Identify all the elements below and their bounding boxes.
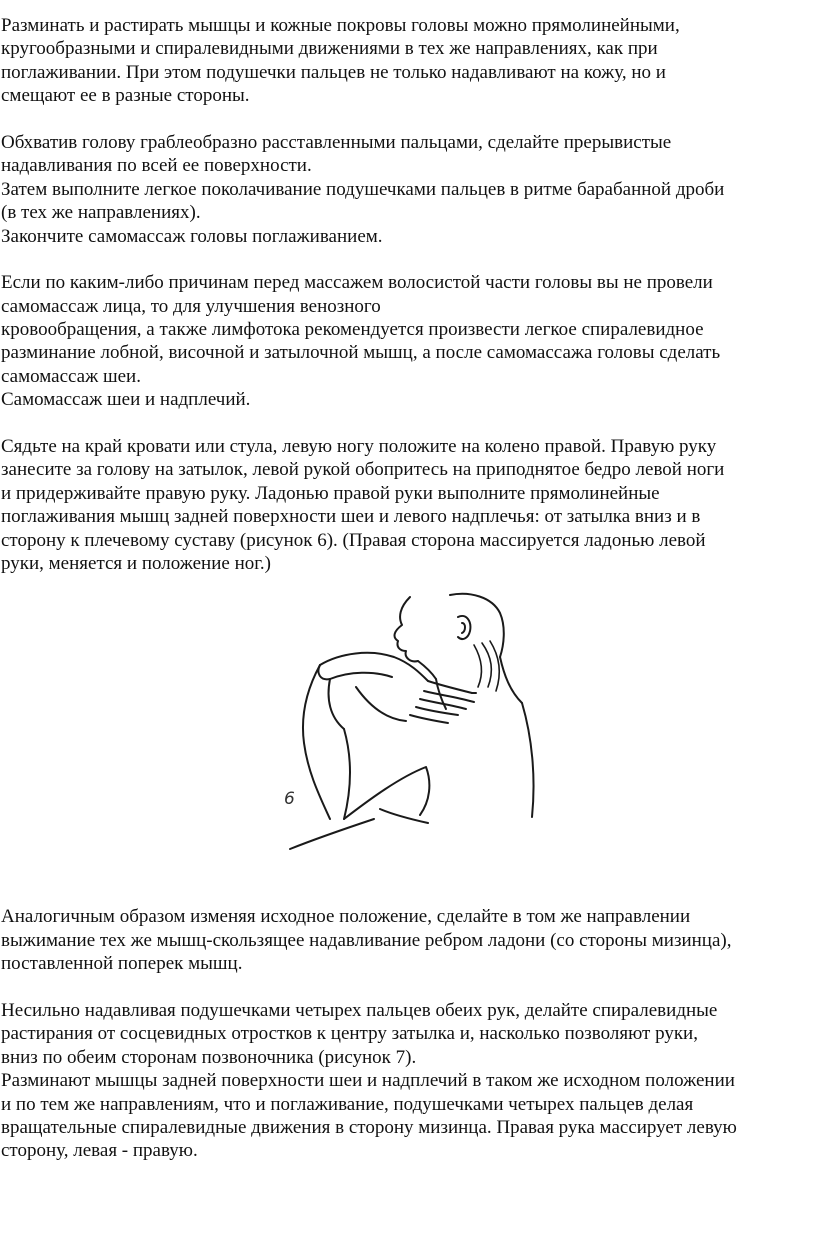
- paragraph-rubbing: [0, 999, 816, 1163]
- paragraph-squeezing: [0, 905, 816, 975]
- text-line: Разминают мышцы задней поверхности шеи и надплечий в таком же исходном положении: [1, 1070, 735, 1092]
- text-line: Если по каким-либо причинам перед массажем волосистой части головы вы не провели: [1, 272, 713, 294]
- text-line: и по тем же направлениям, что и поглаживание, подушечками четырех пальцев делая: [1, 1093, 694, 1115]
- text-line: самомассаж лица, то для улучшения венозного: [1, 295, 381, 317]
- text-line: Сядьте на край кровати или стула, левую ногу положите на колено правой. Правую руку: [1, 436, 717, 458]
- text-line: смещают ее в разные стороны.: [1, 85, 250, 107]
- text-line: сторону к плечевому суставу (рисунок 6). (Правая сторона массируется ладонью левой: [1, 529, 706, 551]
- text-line: разминание лобной, височной и затылочной мышц, а после самомассажа головы сделать: [1, 342, 721, 364]
- text-line: выжимание тех же мышц-скользящее надавливание ребром ладони (со стороны мизинца),: [1, 929, 732, 951]
- text-line: Обхватив голову граблеобразно расставленными пальцами, сделайте прерывистые: [1, 131, 672, 153]
- text-line: поглаживании. При этом подушечки пальцев не только надавливают на кожу, но и: [1, 61, 666, 83]
- text-line: Разминать и растирать мышцы и кожные покровы головы можно прямолинейными,: [1, 15, 680, 36]
- text-line: Затем выполните легкое поколачивание подушечками пальцев в ритме барабанной дроби: [1, 178, 725, 200]
- figure-6-illustration: [0, 575, 816, 905]
- text-line: вращательные спиралевидные движения в сторону мизинца. Правая рука массирует левую: [1, 1116, 737, 1138]
- section-heading: Самомассаж шеи и надплечий.: [1, 389, 251, 411]
- text-line: Закончите самомассаж головы поглаживанием.: [1, 225, 383, 247]
- paragraph-pressing: [0, 131, 816, 248]
- text-line: кровообращения, а также лимфотока рекомендуется произвести легкое спиралевидное: [1, 319, 704, 341]
- text-line: поставленной поперек мышц.: [1, 953, 243, 975]
- text-line: поглаживания мышц задней поверхности шеи и левого надплечья: от затылка вниз и в: [1, 506, 701, 528]
- text-line: Аналогичным образом изменяя исходное положение, сделайте в том же направлении: [1, 906, 691, 928]
- paragraph-kneading: [0, 14, 816, 108]
- text-line: руки, меняется и положение ног.): [1, 552, 271, 574]
- text-line: (в тех же направлениях).: [1, 202, 201, 224]
- figure-number-label: 6: [284, 789, 295, 810]
- text-line: и придерживайте правую руку. Ладонью правой руки выполните прямолинейные: [1, 482, 660, 504]
- paragraph-neck-stroking: [0, 435, 816, 575]
- text-line: сторону, левая - правую.: [1, 1140, 198, 1162]
- paragraph-circulation: [0, 271, 816, 411]
- text-line: вниз по обеим сторонам позвоночника (рисунок 7).: [1, 1046, 417, 1068]
- text-line: занесите за голову на затылок, левой рукой обопритесь на приподнятое бедро левой ноги: [1, 459, 725, 481]
- document-page: [0, 14, 816, 1163]
- text-line: самомассаж шеи.: [1, 365, 141, 387]
- text-line: растирания от сосцевидных отростков к центру затылка и, насколько позволяют руки,: [1, 1023, 698, 1045]
- text-line: надавливания по всей ее поверхности.: [1, 155, 312, 177]
- text-line: кругообразными и спиралевидными движениями в тех же направлениях, как при: [1, 38, 658, 60]
- neck-massage-sketch: [260, 587, 560, 857]
- text-line: Несильно надавливая подушечками четырех пальцев обеих рук, делайте спиралевидные: [1, 999, 718, 1021]
